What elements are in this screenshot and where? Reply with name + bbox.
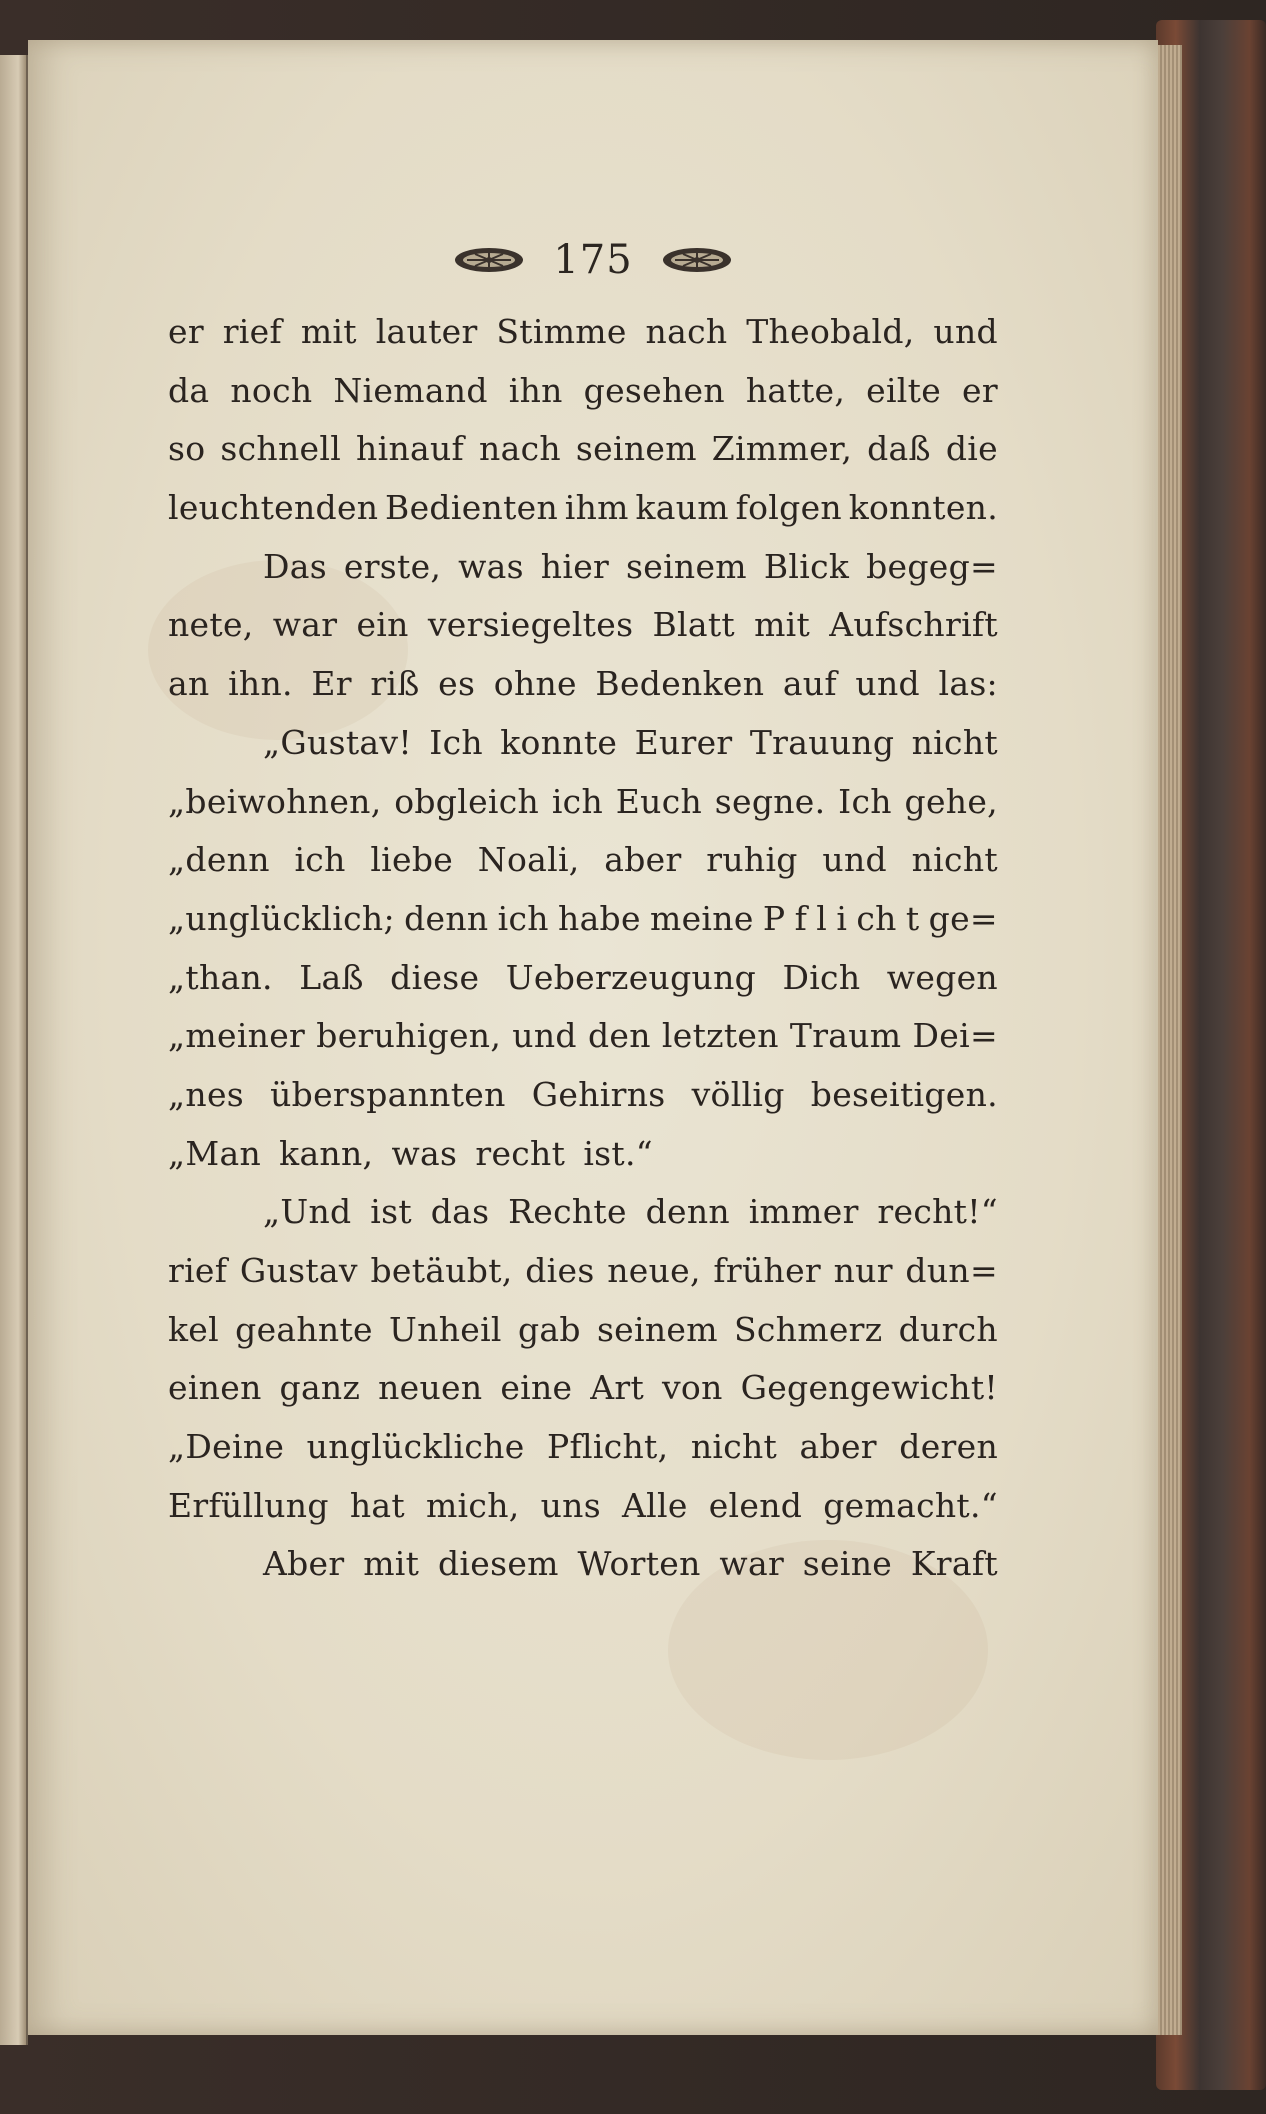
ornament-right-icon <box>661 245 733 275</box>
text-line: „Gustav! Ich konnte Eurer Trauung nicht <box>263 722 998 762</box>
body-text <box>168 312 998 1603</box>
text-line: da noch Niemand ihn gesehen hatte, eilte er <box>168 370 998 410</box>
text-line: „meiner beruhigen, und den letzten Traum Dei= <box>168 1016 998 1056</box>
text-line: leuchtenden Bedienten ihm kaum folgen konnten. <box>168 488 998 528</box>
text-line: „Und ist das Rechte denn immer recht!“ <box>263 1192 998 1232</box>
text-line: „Deine unglückliche Pflicht, nicht aber deren <box>168 1427 998 1467</box>
text-line: kel geahnte Unheil gab seinem Schmerz durch <box>168 1309 998 1349</box>
ornament-left-icon <box>453 245 525 275</box>
page-header <box>28 230 1158 290</box>
text-line: „unglücklich; denn ich habe meine P f l i ch t ge= <box>168 898 998 938</box>
text-line: „nes überspannten Gehirns völlig beseitigen. <box>168 1074 998 1114</box>
text-line: einen ganz neuen eine Art von Gegengewicht! <box>168 1368 998 1408</box>
text-line: nete, war ein versiegeltes Blatt mit Aufschrift <box>168 605 998 645</box>
text-line: Aber mit diesem Worten war seine Kraft <box>263 1544 998 1584</box>
text-line: „Man kann, was recht ist.“ <box>168 1133 653 1173</box>
text-line: Das erste, was hier seinem Blick begeg= <box>263 546 998 586</box>
text-line: an ihn. Er riß es ohne Bedenken auf und las: <box>168 664 998 704</box>
text-line: so schnell hinauf nach seinem Zimmer, daß die <box>168 429 998 469</box>
text-line: „beiwohnen, obgleich ich Euch segne. Ich gehe, <box>168 781 998 821</box>
text-line: Erfüllung hat mich, uns Alle elend gemacht.“ <box>168 1485 998 1525</box>
text-line: rief Gustav betäubt, dies neue, früher nur dun= <box>168 1251 998 1290</box>
book-page <box>28 40 1158 2035</box>
text-line: „denn ich liebe Noali, aber ruhig und nicht <box>168 840 998 880</box>
text-line: „than. Laß diese Ueberzeugung Dich wegen <box>168 957 998 997</box>
text-line: er rief mit lauter Stimme nach Theobald, und <box>168 312 998 351</box>
page-number: 175 <box>553 237 633 283</box>
previous-page-edge <box>0 55 28 2045</box>
